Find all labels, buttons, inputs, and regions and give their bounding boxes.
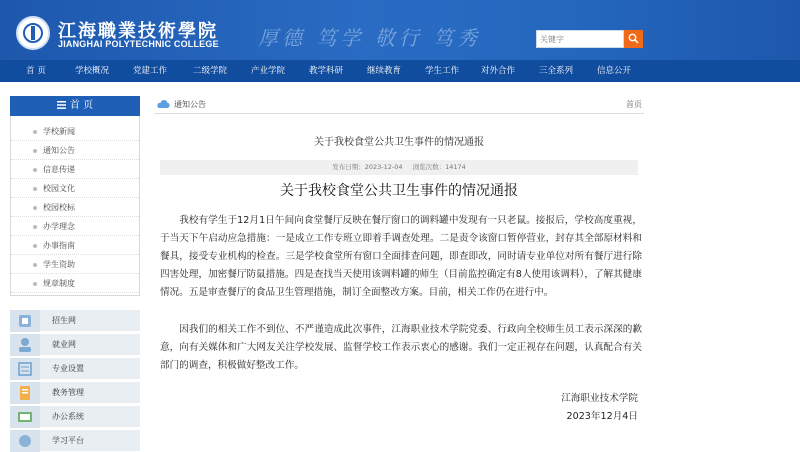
quick-link-label: 就业网 (52, 340, 76, 349)
sidebar-item-emblem[interactable] (11, 198, 139, 217)
quick-link-label: 招生网 (52, 316, 76, 325)
nav-item-students[interactable]: 学生工作 (424, 66, 459, 76)
article-paragraph-2: 因我们的相关工作不到位、不严谨造成此次事件，江海职业技术学院党委、行政向全校师生员工表示深深的歉意，向有关媒体和广大网友关注学校发展、监督学校工作表示衷心的感谢。我们一定正视存在问题，认真配合有关部门的调查，积极做好整改工作。 (160, 324, 642, 371)
sidebar-item-label: 办学理念 (43, 222, 75, 231)
quick-link-office[interactable] (10, 406, 140, 428)
cloud-icon (157, 99, 170, 109)
nav-item-colleges[interactable]: 二级学院 (192, 66, 227, 76)
nav-item-research[interactable]: 教学科研 (308, 66, 343, 76)
sidebar-item-notices[interactable] (11, 141, 139, 160)
quick-link-employment[interactable] (10, 334, 140, 356)
bullet-icon (33, 225, 37, 229)
bullet-icon (33, 206, 37, 210)
office-icon (10, 406, 40, 428)
sidebar-item-aid[interactable] (11, 255, 139, 274)
search-input[interactable] (536, 30, 624, 48)
sidebar-item-label: 校园校标 (43, 203, 75, 212)
school-logo-icon[interactable] (16, 16, 50, 50)
sidebar-item-rules[interactable] (11, 274, 139, 293)
nav-item-disclosure[interactable]: 信息公开 (596, 66, 631, 76)
bullet-icon (33, 168, 37, 172)
article-signature: 江海职业技术学院 (561, 393, 638, 404)
bullet-icon (33, 130, 37, 134)
menu-icon (57, 101, 66, 109)
article-paragraph-1: 我校有学生于12月1日午间向食堂餐厅反映在餐厅窗口的调料罐中发现有一只老鼠。接报后，学校高度重视，于当天下午启动应急措施：一是成立工作专班立即着手调查处理。二是责令该窗口暂停营业，封存其全部原材料和餐具，接受专业机构的检查。三是学校食堂所有窗口全面排查问题，即查即改，同时请专业单位对所有餐厅进行除四害处理，加密餐厅防鼠措施。四是查找当天使用该调料罐的师生（目前监控确定有8人使用该调料），了解其健康情况。五是审查餐厅的食品卫生管理措施，制订全面整改方案。目前，相关工作仍在进行中。 (160, 215, 642, 298)
article-sign-date: 2023年12月4日 (566, 411, 638, 422)
sidebar-item-label: 办事指南 (43, 241, 75, 250)
site-header (0, 0, 800, 60)
quick-link-label: 办公系统 (52, 412, 84, 421)
site-name-en: JIANGHAI POLYTECHNIC COLLEGE (58, 39, 219, 49)
view-count: 浏览次数：14174 (412, 163, 466, 171)
search-button[interactable] (624, 30, 643, 48)
nav-item-overview[interactable]: 学校概况 (74, 66, 109, 76)
bullet-icon (33, 282, 37, 286)
bullet-icon (33, 149, 37, 153)
quick-link-academic[interactable] (10, 382, 140, 404)
article-meta (160, 160, 638, 175)
bullet-icon (33, 244, 37, 248)
breadcrumb-current[interactable]: 通知公告 (174, 100, 206, 109)
site-name-cn[interactable]: 江海職業技術學院 (58, 21, 218, 42)
nav-item-continuing[interactable]: 继续教育 (366, 66, 401, 76)
employment-icon (10, 334, 40, 356)
sidebar-item-info[interactable] (11, 160, 139, 179)
search-icon (628, 33, 639, 44)
majors-icon (10, 358, 40, 380)
nav-item-home[interactable]: 首 页 (26, 66, 46, 76)
sidebar-item-guide[interactable] (11, 236, 139, 255)
sidebar-item-label: 规章制度 (43, 279, 75, 288)
sidebar-item-philosophy[interactable] (11, 217, 139, 236)
quick-link-learning[interactable] (10, 430, 140, 452)
sidebar-item-label: 学校新闻 (43, 127, 75, 136)
sidebar-item-label: 校园文化 (43, 184, 75, 193)
nav-item-industry[interactable]: 产业学院 (250, 66, 285, 76)
school-motto: 厚德 笃学 敬行 笃秀 (258, 26, 482, 50)
learning-icon (10, 430, 40, 452)
quick-link-label: 专业设置 (52, 364, 84, 373)
main-nav (0, 60, 800, 82)
bullet-icon (33, 187, 37, 191)
publish-date: 发布日期：2023-12-04 (332, 163, 403, 171)
nav-item-party[interactable]: 党建工作 (132, 66, 167, 76)
sidebar-item-news[interactable] (11, 122, 139, 141)
sidebar-title[interactable] (10, 96, 140, 116)
nav-item-sanquan[interactable]: 三全系列 (538, 66, 573, 76)
admissions-icon (10, 310, 40, 332)
article-small-title: 关于我校食堂公共卫生事件的情况通报 (314, 137, 484, 148)
sidebar-item-label: 信息传递 (43, 165, 75, 174)
sidebar-list (10, 116, 140, 296)
sidebar-item-culture[interactable] (11, 179, 139, 198)
breadcrumb (154, 96, 644, 114)
bullet-icon (33, 263, 37, 267)
quick-link-label: 学习平台 (52, 436, 84, 445)
quick-link-admissions[interactable] (10, 310, 140, 332)
quick-link-majors[interactable] (10, 358, 140, 380)
sidebar-item-label: 学生资助 (43, 260, 75, 269)
sidebar-title-label: 首 页 (69, 100, 94, 111)
nav-item-cooperation[interactable]: 对外合作 (480, 66, 515, 76)
breadcrumb-home-link[interactable]: 首页 (626, 100, 642, 109)
quick-link-label: 教务管理 (52, 388, 84, 397)
academic-icon (10, 382, 40, 404)
article-title: 关于我校食堂公共卫生事件的情况通报 (280, 183, 518, 199)
sidebar-item-label: 通知公告 (43, 146, 75, 155)
